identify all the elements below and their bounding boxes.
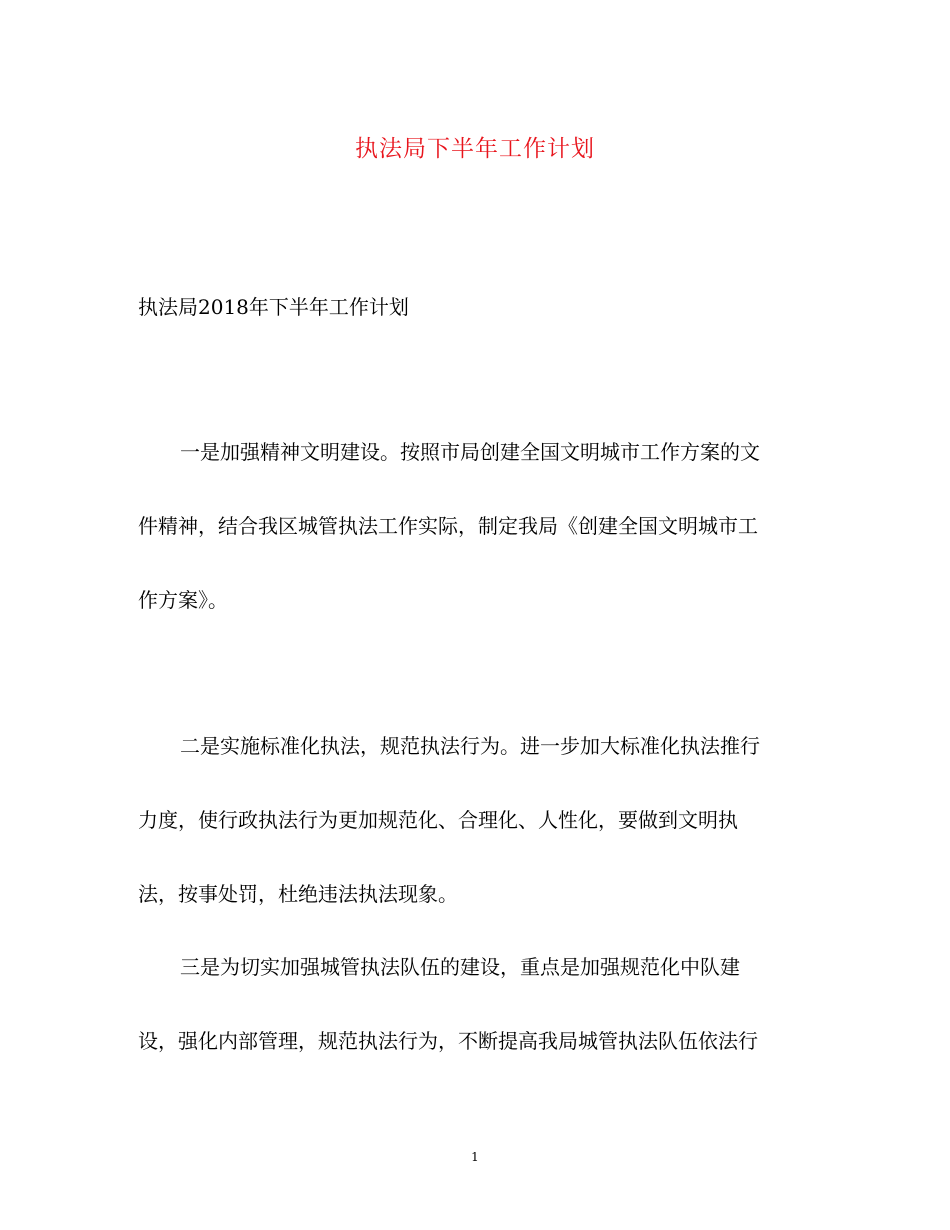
paragraph-line: 一是加强精神文明建设。按照市局创建全国文明城市工作方案的文: [180, 440, 760, 464]
paragraph-line: 力度，使行政执法行为更加规范化、合理化、人性化，要做到文明执: [138, 808, 738, 832]
paragraph-line: 二是实施标准化执法，规范执法行为。进一步加大标准化执法推行: [180, 734, 760, 758]
paragraph-1: [138, 438, 816, 614]
paragraph-line: 设，强化内部管理，规范执法行为，不断提高我局城管执法队伍依法行: [138, 1029, 758, 1053]
paragraph-2: [138, 732, 816, 908]
page-number: 1: [471, 1150, 479, 1164]
document-subtitle: 执法局2018年下半年工作计划: [138, 295, 409, 319]
paragraph-line: 作方案》。: [138, 588, 228, 612]
paragraph-line: 法，按事处罚，杜绝违法执法现象。: [138, 882, 458, 906]
paragraph-3: [138, 953, 816, 1055]
paragraph-line: 件精神，结合我区城管执法工作实际，制定我局《创建全国文明城市工: [138, 514, 758, 538]
document-title: 执法局下半年工作计划: [355, 136, 595, 162]
paragraph-line: 三是为切实加强城管执法队伍的建设，重点是加强规范化中队建: [180, 955, 740, 979]
